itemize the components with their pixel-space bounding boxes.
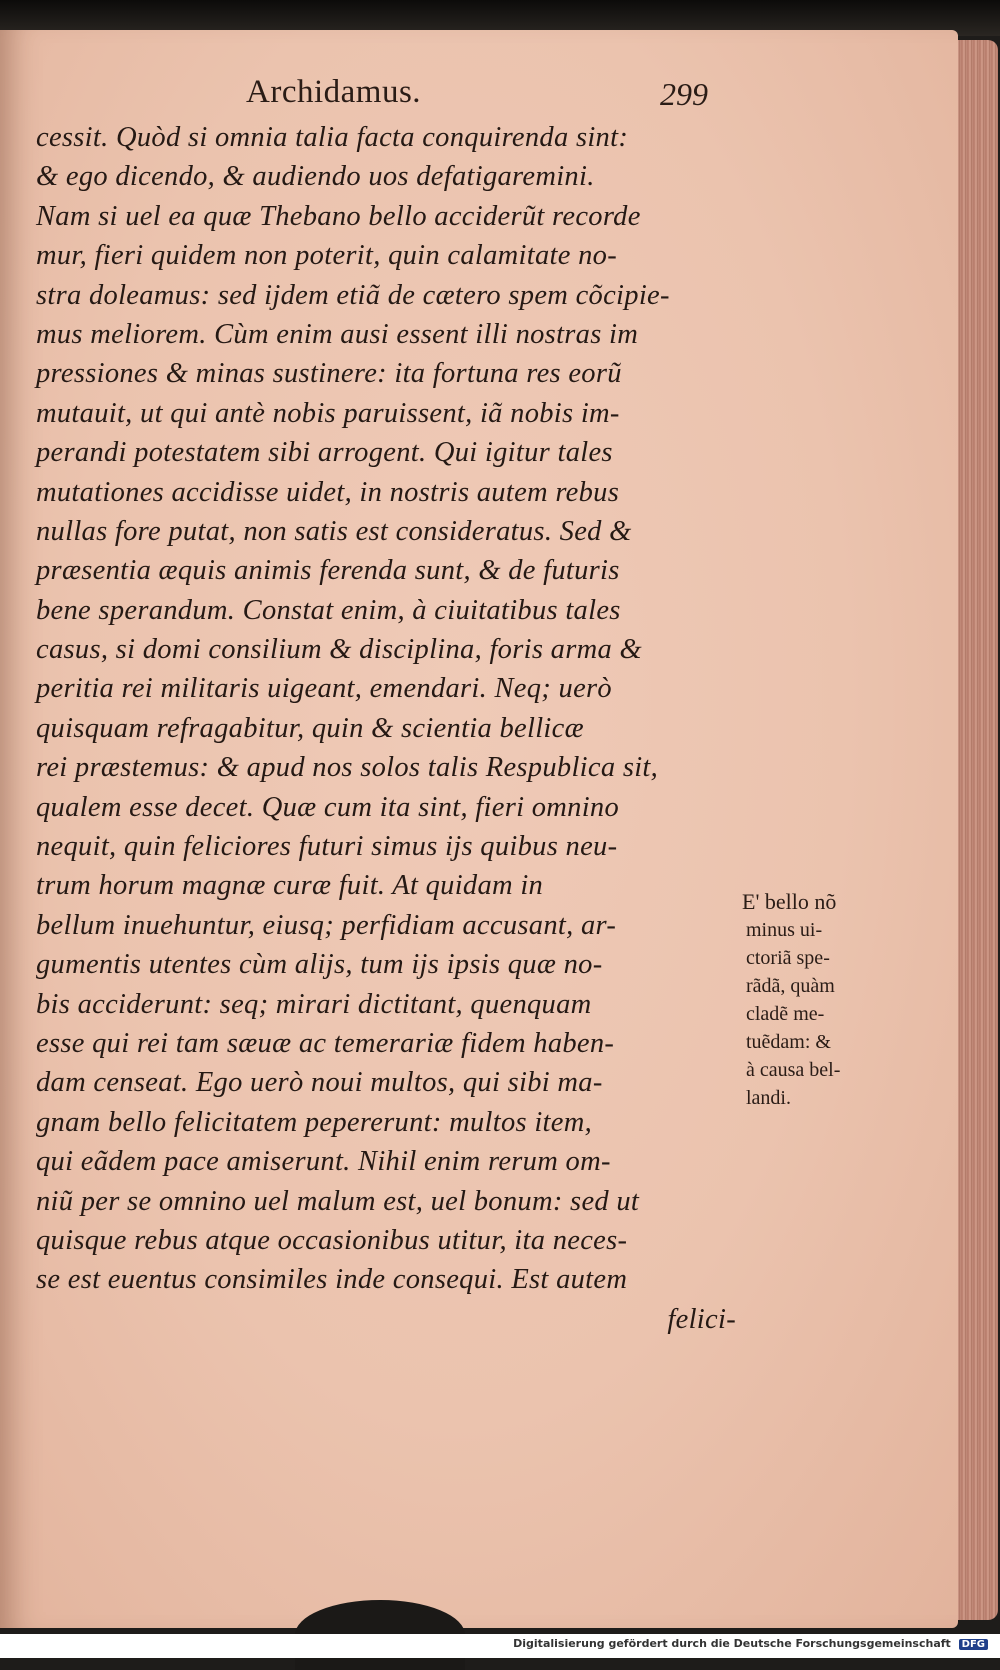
- text-line: pressiones & minas sustinere: ita fortuna res eorũ: [36, 358, 622, 390]
- text-line: gumentis utentes cùm alijs, tum ijs ipsis quæ no-: [36, 949, 603, 981]
- text-line: niũ per se omnino uel malum est, uel bonum: sed ut: [36, 1185, 640, 1217]
- text-line: casus, si domi consilium & disciplina, foris arma &: [36, 634, 642, 666]
- text-line: nequit, quin feliciores futuri simus ijs quibus neu-: [36, 831, 618, 863]
- digitization-footer: [0, 1634, 1000, 1658]
- text-line: se est euentus consimiles inde consequi. Est autem: [36, 1264, 628, 1296]
- text-line: mutationes accidisse uidet, in nostris autem rebus: [36, 476, 620, 508]
- text-line: nullas fore putat, non satis est consideratus. Sed &: [36, 515, 632, 547]
- text-line: rei præstemus: & apud nos solos talis Respublica sit,: [36, 752, 659, 784]
- text-line: Nam si uel ea quæ Thebano bello acciderũt recorde: [36, 200, 641, 232]
- page-edges: [954, 40, 998, 1620]
- main-text-block: [36, 118, 736, 1339]
- marginal-note: [742, 888, 887, 1112]
- page-number: 299: [660, 76, 708, 112]
- footer-credit-text: Digitalisierung gefördert durch die Deutsche Forschungsgemeinschaft: [513, 1637, 951, 1650]
- text-line: qui eãdem pace amiserunt. Nihil enim rerum om-: [36, 1146, 611, 1178]
- text-line: cessit. Quòd si omnia talia facta conquirenda sint:: [36, 122, 629, 153]
- note-line: landi.: [746, 1087, 791, 1109]
- text-line: præsentia æquis animis ferenda sunt, & de futuris: [36, 555, 620, 587]
- text-line: bene sperandum. Constat enim, à ciuitatibus tales: [36, 594, 621, 626]
- text-line: mutauit, ut qui antè nobis paruissent, iã nobis im-: [36, 397, 620, 429]
- text-line: mus meliorem. Cùm enim ausi essent illi nostras im: [36, 318, 639, 350]
- text-line: dam censeat. Ego uerò noui multos, qui sibi ma-: [36, 1067, 603, 1099]
- note-line: ctoriã spe-: [746, 947, 830, 969]
- text-line: stra doleamus: sed ijdem etiã de cætero spem cõcipie-: [36, 279, 670, 311]
- text-line: gnam bello felicitatem pepererunt: multos item,: [36, 1106, 593, 1138]
- catchword: felici-: [667, 1303, 736, 1335]
- text-line: bis acciderunt: seq; mirari dictitant, quenquam: [36, 988, 592, 1020]
- dfg-logo-icon: DFG: [959, 1639, 988, 1650]
- text-line: quisquam refragabitur, quin & scientia bellicæ: [36, 712, 584, 744]
- text-line: quisque rebus atque occasionibus utitur, ita neces-: [36, 1224, 628, 1256]
- note-line: rãdã, quàm: [746, 975, 835, 997]
- text-line: mur, fieri quidem non poterit, quin calamitate no-: [36, 240, 617, 272]
- text-line: trum horum magnæ curæ fuit. At quidam in: [36, 870, 544, 902]
- note-line: tuẽdam: &: [746, 1031, 831, 1053]
- note-line: E' bello nõ: [742, 889, 837, 914]
- footer-credit: [513, 1637, 988, 1650]
- text-line: & ego dicendo, & audiendo uos defatigaremini.: [36, 161, 595, 193]
- page-header: [240, 74, 740, 118]
- note-line: cladẽ me-: [746, 1003, 825, 1025]
- text-line: bellum inuehuntur, eiusq; perfidiam accusant, ar-: [36, 909, 617, 941]
- note-line: minus ui-: [746, 919, 823, 941]
- text-line: esse qui rei tam sæuæ ac temerariæ fidem haben-: [36, 1027, 615, 1059]
- text-line: qualem esse decet. Quæ cum ita sint, fieri omnino: [36, 791, 620, 823]
- note-line: à causa bel-: [746, 1059, 841, 1081]
- running-title: Archidamus.: [246, 74, 422, 110]
- text-line: perandi potestatem sibi arrogent. Qui igitur tales: [36, 437, 613, 469]
- text-line: peritia rei militaris uigeant, emendari. Neq; uerò: [36, 673, 612, 705]
